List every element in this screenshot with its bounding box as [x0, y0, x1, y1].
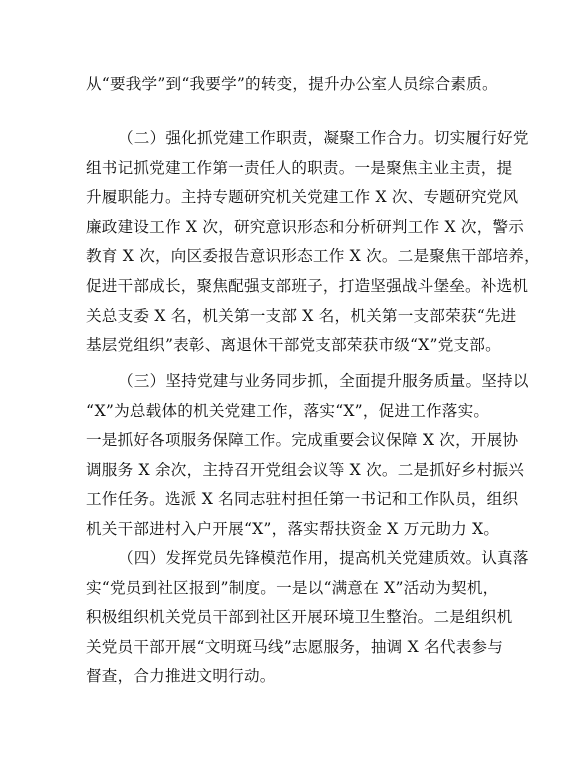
- paragraph-line: 从“要我学”到“我要学”的转变，提升办公室人员综合素质。: [86, 75, 498, 93]
- paragraph-line: 调服务 X 余次，主持召开党组会议等 X 次。二是抓好乡村振兴: [86, 460, 525, 479]
- paragraph-line: 升履职能力。主持专题研究机关党建工作 X 次、专题研究党风: [86, 188, 519, 207]
- section-2: [86, 124, 540, 361]
- section-3: [86, 367, 529, 545]
- paragraph-line: 积极组织机关党员干部到社区开展环境卫生整治。二是组织机: [86, 608, 513, 627]
- paragraph-line: 基层党组织”表彰、离退休干部党支部荣获市级“X”党支部。: [86, 336, 501, 355]
- paragraph-line: 教育 X 次，向区委报告意识形态工作 X 次。二是聚焦干部培养，: [86, 247, 540, 266]
- paragraph-line: 廉政建设工作 X 次，研究意识形态和分析研判工作 X 次，警示: [86, 217, 525, 236]
- paragraph-line: 实“党员到社区报到”制度。一是以“满意在 X”活动为契机，: [86, 578, 499, 597]
- paragraph-line: （三）坚持党建与业务同步抓，全面提升服务质量。坚持以: [118, 372, 529, 390]
- paragraph-line: 督查，合力推进文明行动。: [86, 667, 276, 686]
- paragraph-line: 组书记抓党建工作第一责任人的职责。一是聚焦主业主责，提: [86, 158, 513, 177]
- paragraph-line: 机关干部进村入户开展“X”，落实帮扶资金 X 万元助力 X。: [86, 519, 500, 538]
- paragraph-line: 促进干部成长，聚焦配强支部班子，打造坚强战斗堡垒。补选机: [86, 276, 529, 295]
- paragraph-line: 关总支委 X 名，机关第一支部 X 名，机关第一支部荣获“先进: [86, 306, 517, 325]
- paragraph-line: 工作任务。选派 X 名同志驻村担任第一书记和工作队员，组织: [86, 490, 519, 509]
- paragraph-line: 关党员干部开展“文明斑马线”志愿服务，抽调 X 名代表参与: [86, 637, 504, 656]
- paragraph-line: 一是抓好各项服务保障工作。完成重要会议保障 X 次，开展协: [86, 431, 519, 450]
- paragraph-line: “X”为总载体的机关党建工作，落实“X”，促进工作落实。: [86, 401, 490, 420]
- section-4: [86, 544, 529, 692]
- paragraph-line: （二）强化抓党建工作职责，凝聚工作合力。切实履行好党: [118, 129, 529, 147]
- paragraph-line: （四）发挥党员先锋模范作用，提高机关党建质效。认真落: [118, 549, 529, 567]
